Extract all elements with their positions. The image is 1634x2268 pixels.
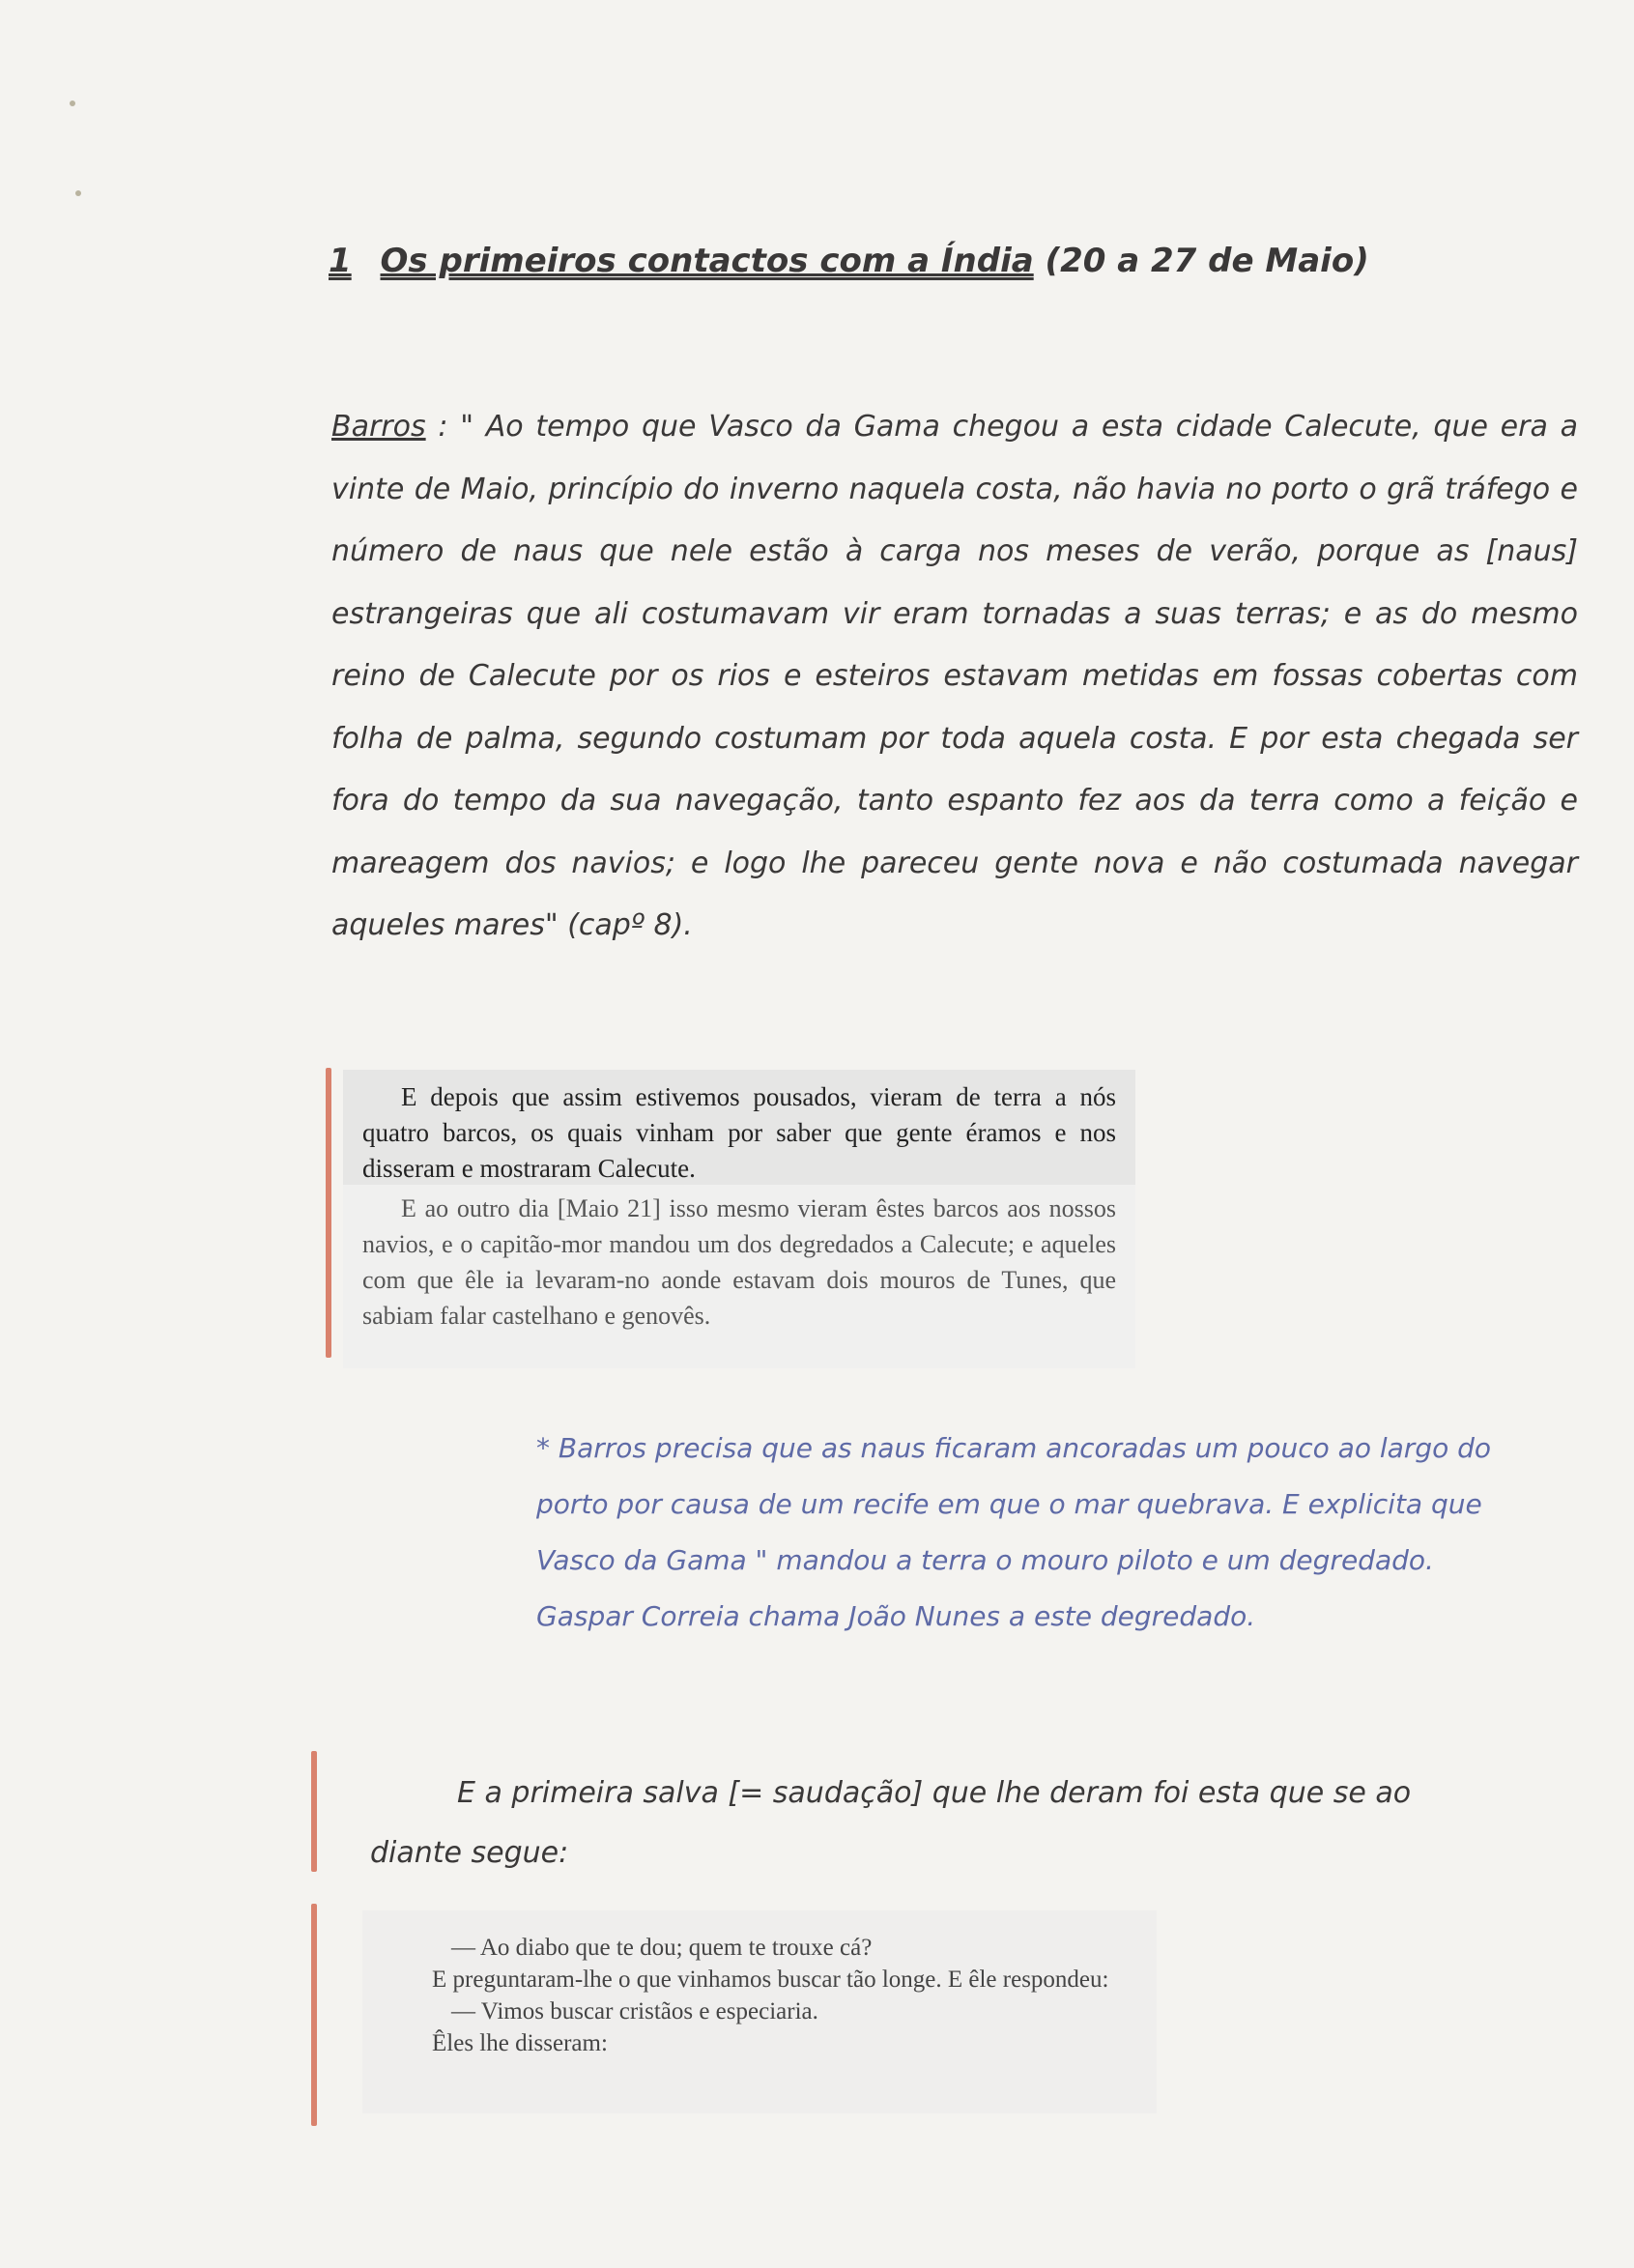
red-margin-line [326,1068,331,1358]
clipping-1-text: E depois que assim estivemos pousados, vieram de terra a nós quatro barcos, os quais vinham por saber que gente éramos e nos disseram e mostraram Calecute. [362,1082,1116,1183]
clipping-3-line-4: Êles lhe disseram: [432,2030,608,2056]
pasted-clipping-3 [362,1910,1157,2113]
pasted-clipping-1 [343,1070,1135,1186]
pasted-clipping-2 [343,1185,1135,1368]
clipping-3-line-1: — Ao diabo que te dou; quem te trouxe cá? [451,1935,873,1961]
barros-label: Barros [331,410,426,444]
barros-text: : " Ao tempo que Vasco da Gama chegou a esta cidade Calecute, que era a vinte de Maio, princípio do inverno naquela costa, não havia no porto o grã tráfego e número de naus que nele estão à carga nos meses de verão, porque as [naus] estrangeiras que ali costumavam vir eram tornadas a suas terras; e as do mesmo reino de Calecute por os rios e esteiros estavam metidas em fossas cobertas com folha de palma, segundo costumam por toda aquela costa. E por esta chegada ser fora do tempo da sua navegação, tanto espanto fez aos da terra como a feição e mareagem dos navios; e logo lhe pareceu gente nova e não costumada navegar aqueles mares" (capº 8). [331,410,1578,942]
barros-quote [331,396,1578,958]
section-title: Os primeiros contactos com a Índia [380,242,1034,280]
section-heading [329,242,1369,280]
blue-ink-note: * Barros precisa que as naus ficaram ancoradas um pouco ao largo do porto por causa de um recife em que o mar quebrava. E explicita que Vasco da Gama " mandou a terra o mouro piloto e um degredado. Gaspar Correia chama João Nunes a este degredado. [536,1432,1492,1632]
paper-speck [70,100,75,106]
clipping-2-text: E ao outro dia [Maio 21] isso mesmo vieram êstes barcos aos nossos navios, e o capitão-mor mandou um dos degredados a Calecute; e aqueles com que êle ia levaram-no aonde estavam dois mouros de Tunes, que sabiam falar castelhano e genovês. [362,1194,1116,1330]
section-dates: (20 a 27 de Maio) [1045,242,1369,280]
clipping-3-line-3: — Vimos buscar cristãos e especiaria. [451,1998,818,2024]
clipping-3-line-2: E preguntaram-lhe o que vinhamos buscar tão longe. E êle respondeu: [432,1967,1109,1993]
paper-speck [75,190,81,196]
red-margin-line [311,1904,317,2126]
red-margin-line [311,1751,317,1872]
section-number: 1 [329,242,352,280]
salva-line: E a primeira salva [= saudação] que lhe deram foi esta que se ao diante segue: [370,1776,1412,1870]
